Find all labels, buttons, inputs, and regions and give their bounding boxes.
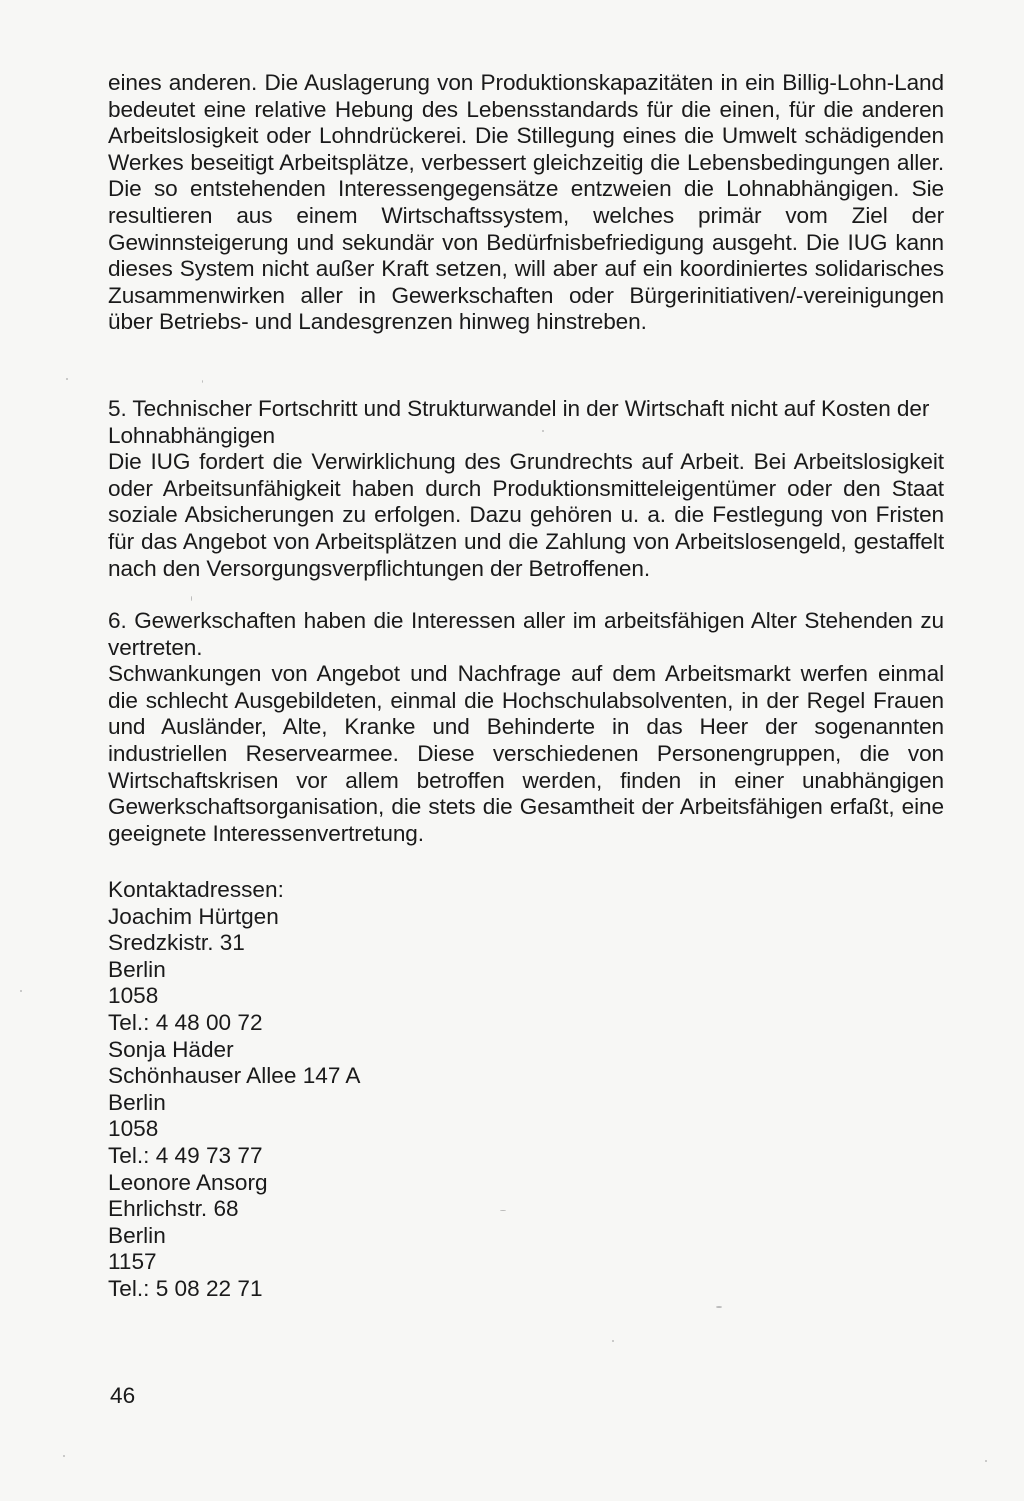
contact-city: Berlin xyxy=(108,1089,166,1115)
section-6-body: Schwankungen von Angebot und Nachfrage auf dem Arbeitsmarkt werfen einmal die schlecht Ausgebildeten, einmal die Hochschulabsolventen, in der Regel Frauen und Ausländer, Alte, Kranke und Behinderte in das Heer der sogenannten industriellen Reservearmee. Diese verschiedenen Personengruppen, die von Wirtschaftskrisen vor allem betroffen werden, finden in einer unabhängigen Gewerkschaftsorganisation, die stets die Gesamtheit der Arbeitsfähigen erfaßt, eine geeignete Interessenvertretung. xyxy=(108,661,944,846)
section-5-heading: 5. Technischer Fortschritt und Strukturwandel in der Wirtschaft nicht auf Kosten der Lohnabhängigen xyxy=(108,396,930,448)
contact-name: Leonore Ansorg xyxy=(108,1169,268,1195)
scan-speck xyxy=(985,1460,987,1462)
contacts-heading: Kontaktadressen: xyxy=(108,877,284,902)
contact-name: Sonja Häder xyxy=(108,1036,234,1062)
scan-speck xyxy=(542,430,544,432)
contact-street: Schönhauser Allee 147 A xyxy=(108,1063,361,1089)
scan-speck xyxy=(612,1340,614,1342)
contact-postcode: 1058 xyxy=(108,1116,159,1142)
page-number: 46 xyxy=(110,1383,136,1408)
contact-postcode: 1058 xyxy=(108,983,159,1009)
scan-speck xyxy=(202,380,203,383)
scan-speck xyxy=(66,378,68,380)
section-5-body: Die IUG fordert die Verwirklichung des Grundrechts auf Arbeit. Bei Arbeitslosigkeit oder Arbeitsunfähigkeit haben durch Produktionsmitteleigentümer oder den Staat soziale Absicherungen zu erfolgen. Dazu gehören u. a. die Festlegung von Fristen für das Angebot von Arbeitsplätzen und die Zahlung von Arbeitslosengeld, gestaffelt nach den Versorgungsverpflichtungen der Betroffenen. xyxy=(108,449,944,581)
section-6-heading: 6. Gewerkschaften haben die Interessen aller im arbeitsfähigen Alter Stehenden zu vertreten. xyxy=(108,608,944,660)
contact-phone: Tel.: 5 08 22 71 xyxy=(108,1275,263,1301)
section-5 xyxy=(108,396,944,582)
contact-city: Berlin xyxy=(108,1222,166,1248)
contact-phone: Tel.: 4 49 73 77 xyxy=(108,1142,263,1168)
contact-postcode: 1157 xyxy=(108,1249,157,1275)
intro-paragraph xyxy=(108,70,944,336)
section-6 xyxy=(108,608,944,847)
contact-name: Joachim Hürtgen xyxy=(108,903,279,929)
intro-paragraph-text: eines anderen. Die Auslagerung von Produktionskapazitäten in ein Billig-Lohn-Land bedeutet eine relative Hebung des Lebensstandards für die einen, für die anderen Arbeitslosigkeit oder Lohndrückerei. Die Stillegung eines die Umwelt schädigenden Werkes beseitigt Arbeitsplätze, verbessert gleichzeitig die Lebensbedingungen aller. Die so entstehenden Interessengegensätze entzweien die Lohnabhängigen. Sie resultieren aus einem Wirtschaftssystem, welches primär vom Ziel der Gewinnsteigerung und sekundär von Bedürfnisbefriedigung ausgeht. Die IUG kann dieses System nicht außer Kraft setzen, will aber auf ein koordiniertes solidarisches Zusammenwirken aller in Gewerkschaften oder Bürgerinitiativen/-vereinigungen über Betriebs- und Landesgrenzen hinweg hinstreben. xyxy=(108,70,944,335)
contact-addresses xyxy=(108,877,608,1303)
contact-street: Ehrlichstr. 68 xyxy=(108,1196,239,1222)
contact-phone: Tel.: 4 48 00 72 xyxy=(108,1009,263,1035)
scan-speck xyxy=(500,1210,506,1211)
scan-speck xyxy=(716,1306,722,1308)
contact-city: Berlin xyxy=(108,956,166,982)
scan-speck xyxy=(63,1455,65,1457)
scan-speck xyxy=(191,596,192,601)
contact-street: Sredzkistr. 31 xyxy=(108,930,245,956)
scan-speck xyxy=(20,990,22,992)
